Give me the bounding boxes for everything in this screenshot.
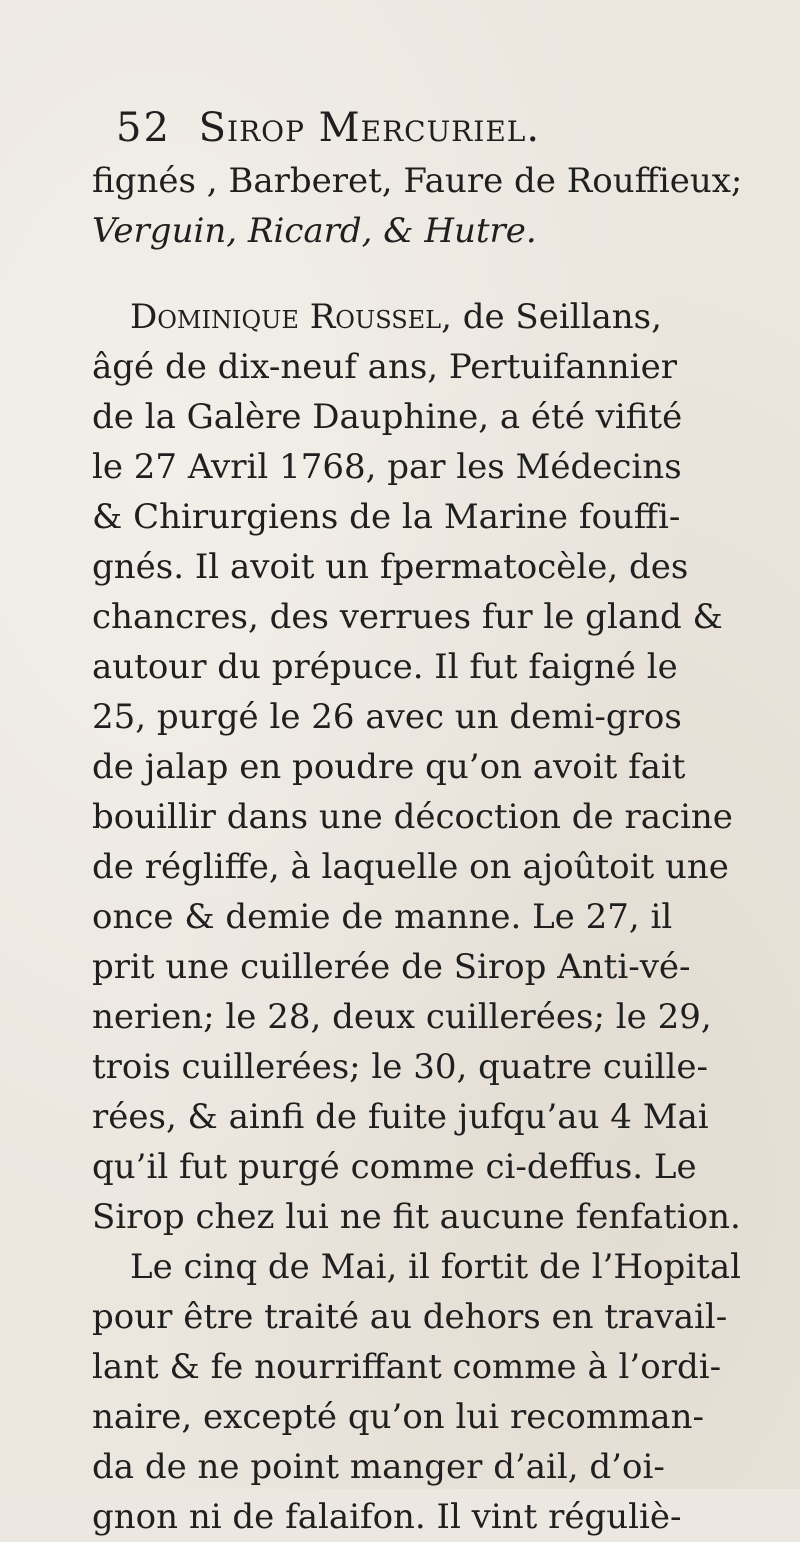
text-line: 25, purgé le 26 avec un demi-gros: [92, 697, 682, 737]
text-line: Verguin, Ricard, & Hutre.: [92, 211, 537, 251]
text-line: nerien; le 28, deux cuillerées; le 29,: [92, 997, 712, 1037]
text-line: lant & fe nourriffant comme à l’ordi-: [92, 1347, 722, 1387]
text-line: prit une cuillerée de Sirop Anti-vé-: [92, 947, 691, 987]
text-line: le 27 Avril 1768, par les Médecins: [92, 447, 682, 487]
text-line: de régliffe, à laquelle on ajoûtoit une: [92, 847, 729, 887]
text-fragment: , de Seillans,: [441, 297, 662, 337]
page-number: 52: [116, 105, 171, 151]
running-header: [116, 100, 792, 156]
text-line: naire, excepté qu’on lui recomman-: [92, 1397, 704, 1437]
text-line: once & demie de manne. Le 27, il: [92, 897, 673, 937]
text-line: chancres, des verrues fur le gland &: [92, 597, 723, 637]
text-line: Le cinq de Mai, il fortit de l’Hopital: [130, 1247, 741, 1287]
text-line: gnon ni de falaifon. Il vint réguliè-: [92, 1497, 682, 1537]
text-line: da de ne point manger d’ail, d’oi-: [92, 1447, 665, 1487]
text-line: fignés , Barberet, Faure de Rouffieux;: [92, 161, 743, 201]
text-line: âgé de dix-neuf ans, Pertuifannier: [92, 347, 677, 387]
text-line: trois cuillerées; le 30, quatre cuille-: [92, 1047, 709, 1087]
text-line: gnés. Il avoit un fpermatocèle, des: [92, 547, 689, 587]
text-line: bouillir dans une décoction de racine: [92, 797, 733, 837]
text-line: de la Galère Dauphine, a été vifité: [92, 397, 683, 437]
paragraph-continuation: [92, 156, 792, 256]
paragraph-roussel: [92, 292, 792, 1242]
text-line: [130, 292, 792, 342]
text-line: Sirop chez lui ne fit aucune fenfation.: [92, 1197, 741, 1237]
paragraph-hopital: [92, 1242, 792, 1542]
running-title: Sirop Mercuriel.: [198, 105, 541, 151]
text-line: autour du prépuce. Il fut faigné le: [92, 647, 678, 687]
text-line: & Chirurgiens de la Marine fouffi-: [92, 497, 681, 537]
text-line: pour être traité au dehors en travail-: [92, 1297, 728, 1337]
patient-name: Dominique Roussel: [130, 297, 442, 337]
text-line: rées, & ainfi de fuite jufqu’au 4 Mai: [92, 1097, 709, 1137]
page-text: [92, 100, 792, 1542]
text-line: de jalap en poudre qu’on avoit fait: [92, 747, 686, 787]
text-line: qu’il fut purgé comme ci-deffus. Le: [92, 1147, 697, 1187]
